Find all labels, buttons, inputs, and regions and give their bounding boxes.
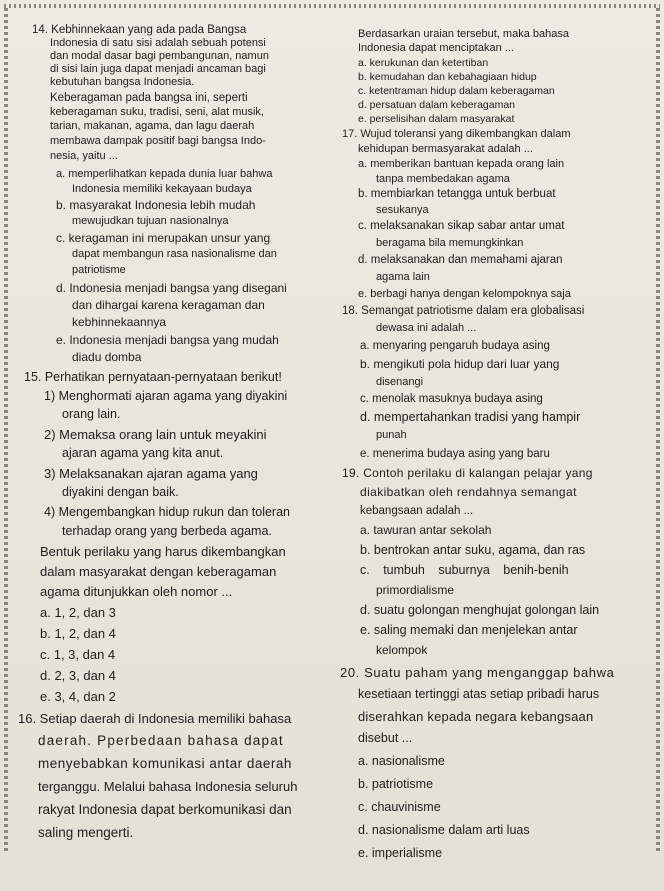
option-line: b. patriotisme — [358, 777, 434, 791]
question-line: 18. Semangat patriotisme dalam era globalisasi — [342, 305, 585, 317]
option-line: sesukanya — [376, 204, 429, 216]
option-line: b. masyarakat Indonesia lebih mudah — [56, 198, 256, 212]
option-line: d. 2, 3, dan 4 — [40, 668, 116, 683]
question-line: 14. Kebhinnekaan yang ada pada Bangsa — [32, 24, 247, 36]
question-line: membawa dampak positif bagi bangsa Indo- — [50, 135, 266, 147]
option-line: e. saling memaki dan menjelekan antar — [360, 623, 578, 637]
option-line: a. tawuran antar sekolah — [360, 523, 492, 537]
statement-line: terhadap orang yang berbeda agama. — [62, 524, 272, 538]
question-line: 15. Perhatikan pernyataan-pernyataan berikut! — [24, 370, 282, 384]
question-line: di sisi lain juga dapat menjadi ancaman bagi — [50, 63, 266, 75]
option-line: dapat membangun rasa nasionalisme dan — [72, 248, 277, 260]
option-line: d. suatu golongan menghujat golongan lain — [360, 603, 600, 617]
decorative-border-top — [4, 4, 660, 8]
option-line: d. melaksanakan dan memahami ajaran — [358, 254, 563, 266]
option-line: beragama bila memungkinkan — [376, 237, 524, 249]
option-line: d. persatuan dalam keberagaman — [358, 99, 516, 111]
question-line: Indonesia di satu sisi adalah sebuah potensi — [50, 37, 266, 49]
question-line: disebut ... — [358, 731, 413, 745]
option-line: b. 1, 2, dan 4 — [40, 626, 116, 641]
option-line: mewujudkan tujuan nasionalnya — [72, 215, 229, 227]
question-line: nesia, yaitu ... — [50, 150, 118, 162]
statement-line: 1) Menghormati ajaran agama yang diyakini — [44, 389, 288, 403]
question-line: dewasa ini adalah ... — [376, 322, 477, 334]
question-line: tarian, makanan, agama, dan lagu daerah — [50, 120, 255, 132]
option-line: a. 1, 2, dan 3 — [40, 605, 116, 620]
option-line: b. bentrokan antar suku, agama, dan ras — [360, 543, 586, 557]
option-line: c. ketentraman hidup dalam keberagaman — [358, 85, 555, 97]
option-line: c. 1, 3, dan 4 — [40, 647, 116, 662]
question-line: 20. Suatu paham yang menganggap bahwa — [340, 665, 615, 680]
question-line: dan modal dasar bagi pembangunan, namun — [50, 50, 269, 62]
option-line: disenangi — [376, 376, 424, 388]
option-line: d. Indonesia menjadi bangsa yang disegani — [56, 281, 287, 295]
option-line: a. nasionalisme — [358, 754, 445, 768]
option-line: dan dihargai karena keragaman dan — [72, 298, 265, 312]
option-line: agama lain — [376, 271, 430, 283]
question-line: kehidupan bermasyarakat adalah ... — [358, 143, 533, 155]
option-line: c. keragaman ini merupakan unsur yang — [56, 231, 271, 245]
question-line: rakyat Indonesia dapat berkomunikasi dan — [38, 802, 292, 817]
option-line: punah — [376, 429, 407, 441]
question-line: Berdasarkan uraian tersebut, maka bahasa — [358, 28, 569, 40]
option-line: patriotisme — [72, 264, 126, 276]
option-line: b. mengikuti pola hidup dari luar yang — [360, 357, 560, 371]
option-line: c. tumbuh suburnya benih-benih — [360, 563, 569, 577]
decorative-border-left — [4, 8, 8, 851]
option-line: e. perselisihan dalam masyarakat — [358, 113, 515, 125]
option-line: a. menyaring pengaruh budaya asing — [360, 340, 550, 352]
question-line: saling mengerti. — [38, 825, 134, 840]
question-line: 19. Contoh perilaku di kalangan pelajar yang — [342, 466, 593, 480]
option-line: e. 3, 4, dan 2 — [40, 689, 116, 704]
option-line: primordialisme — [376, 583, 455, 597]
question-line: Keberagaman pada bangsa ini, seperti — [50, 92, 248, 104]
option-line: c. melaksanakan sikap sabar antar umat — [358, 220, 565, 232]
statement-line: orang lain. — [62, 407, 121, 421]
option-line: kelompok — [376, 643, 428, 657]
question-line: agama ditunjukkan oleh nomor ... — [40, 584, 233, 599]
option-line: Indonesia memiliki kekayaan budaya — [72, 183, 252, 195]
option-line: c. chauvinisme — [358, 800, 441, 814]
statement-line: diyakini dengan baik. — [62, 485, 179, 499]
decorative-border-right — [656, 8, 660, 851]
statement-line: 3) Melaksanakan ajaran agama yang — [44, 466, 258, 481]
question-line: 16. Setiap daerah di Indonesia memiliki bahasa — [18, 711, 292, 726]
question-line: keberagaman suku, tradisi, seni, alat musik, — [50, 106, 264, 118]
question-line: 17. Wujud toleransi yang dikembangkan dalam — [342, 128, 571, 140]
option-line: a. memberikan bantuan kepada orang lain — [358, 158, 565, 170]
option-line: a. kerukunan dan ketertiban — [358, 57, 489, 69]
question-line: diserahkan kepada negara kebangsaan — [358, 709, 594, 724]
question-line: Indonesia dapat menciptakan ... — [358, 42, 514, 54]
statement-line: ajaran agama yang kita anut. — [62, 446, 224, 460]
option-line: e. imperialisme — [358, 846, 443, 860]
question-line: kebutuhan bangsa Indonesia. — [50, 76, 195, 88]
option-line: tanpa membedakan agama — [376, 173, 510, 185]
question-line: diakibatkan oleh rendahnya semangat — [360, 485, 577, 499]
question-line: daerah. Pperbedaan bahasa dapat — [38, 733, 284, 748]
option-line: a. memperlihatkan kepada dunia luar bahwa — [56, 168, 273, 180]
option-line: b. kemudahan dan kebahagiaan hidup — [358, 71, 537, 83]
statement-line: 2) Memaksa orang lain untuk meyakini — [44, 427, 267, 442]
option-line: b. membiarkan tetangga untuk berbuat — [358, 188, 556, 200]
question-line: kebangsaan adalah ... — [360, 505, 474, 517]
option-line: e. menerima budaya asing yang baru — [360, 448, 550, 460]
option-line: e. Indonesia menjadi bangsa yang mudah — [56, 333, 279, 347]
question-line: terganggu. Melalui bahasa Indonesia seluruh — [38, 779, 298, 794]
option-line: kebhinnekaannya — [72, 315, 167, 329]
question-line: menyebabkan komunikasi antar daerah — [38, 756, 292, 771]
statement-line: 4) Mengembangkan hidup rukun dan toleran — [44, 505, 291, 519]
question-line: Bentuk perilaku yang harus dikembangkan — [40, 544, 286, 559]
question-line: dalam masyarakat dengan keberagaman — [40, 564, 277, 579]
question-line: kesetiaan tertinggi atas setiap pribadi harus — [358, 687, 600, 701]
option-line: d. nasionalisme dalam arti luas — [358, 823, 530, 837]
option-line: diadu domba — [72, 350, 142, 364]
option-line: c. menolak masuknya budaya asing — [360, 393, 543, 405]
option-line: d. mempertahankan tradisi yang hampir — [360, 410, 581, 424]
option-line: e. berbagi hanya dengan kelompoknya saja — [358, 288, 571, 300]
